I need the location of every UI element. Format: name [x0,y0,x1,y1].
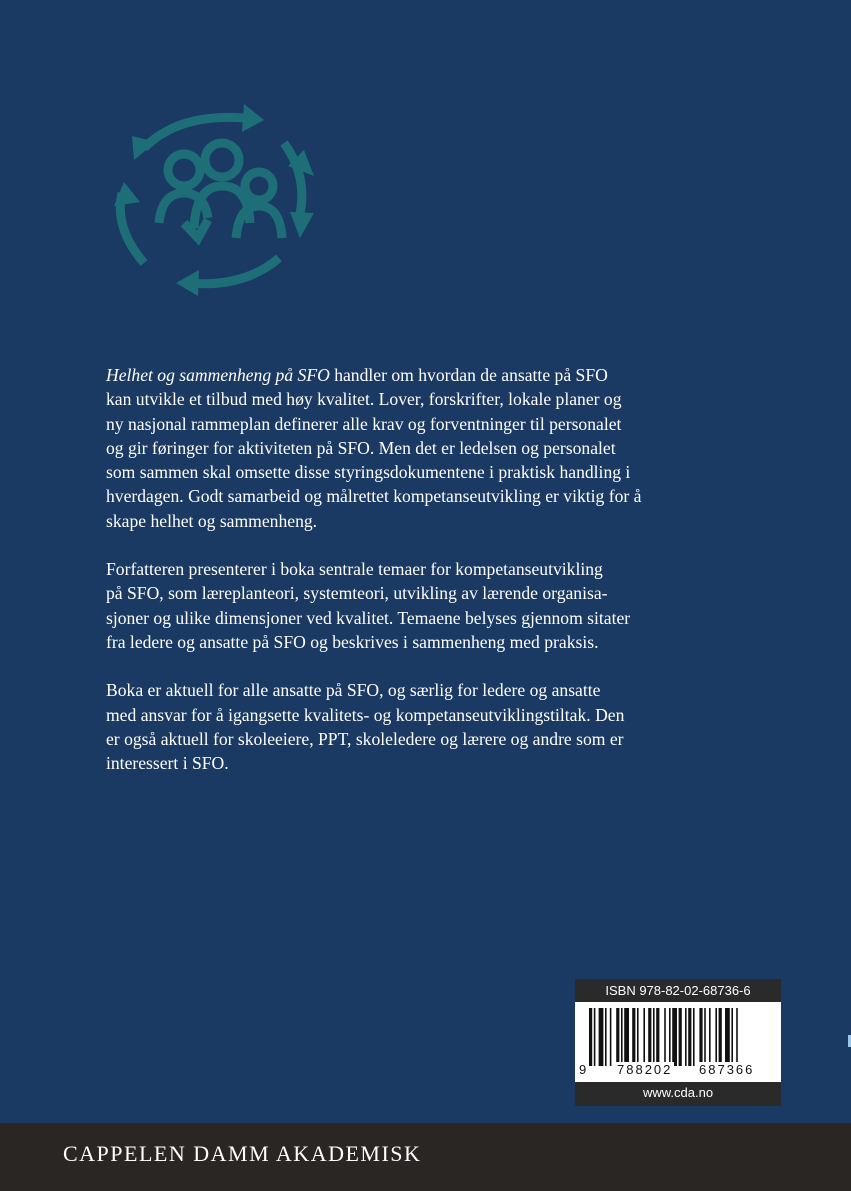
blurb-paragraph-2 [106,557,726,654]
book-title: Helhet og sammenheng på SFO [106,365,330,385]
blurb-line: og gir føringer for aktiviteten på SFO. Men det er ledelsen og personalet [106,437,616,458]
blurb-line: skape helhet og sammenheng. [106,510,318,531]
people-cycle-icon [104,98,324,298]
blurb-line: fra ledere og ansatte på SFO og beskrives i sammenheng med praksis. [106,631,599,652]
publisher-website: www.cda.no [575,1082,781,1106]
blurb-paragraph-1 [106,363,726,533]
blurb-line: interessert i SFO. [106,753,229,774]
isbn-digits-left: 788202 [617,1062,673,1077]
blurb-line: sjoner og ulike dimensjoner ved kvalitet. Temaene belyses gjennom sitater [106,607,631,628]
blurb-line: er også aktuell for skoleeiere, PPT, skoleledere og lærere og andre som er [106,728,624,749]
isbn-barcode-box [575,979,781,1106]
publisher-name: CAPPELEN DAMM AKADEMISK [63,1141,422,1166]
blurb-line: kan utvikle et tilbud med høy kvalitet. Lover, forskrifter, lokale planer og [106,389,622,410]
blurb-line: med ansvar for å igangsette kvalitets- og kompetanseutviklingstiltak. Den [106,704,625,725]
blurb-line: hverdagen. Godt samarbeid og målrettet kompetanseutvikling er viktig for å [106,486,642,507]
isbn-digits-right: 687366 [699,1062,755,1077]
isbn-digit-first: 9 [579,1062,587,1077]
blurb-line: Helhet og sammenheng på SFO handler om hvordan de ansatte på SFO [106,365,608,385]
isbn-label: ISBN 978-82-02-68736-6 [575,979,781,1002]
blurb-line: ny nasjonal rammeplan definerer alle krav og forventninger til personalet [106,413,622,434]
blurb-line: på SFO, som læreplanteori, systemteori, utvikling av lærende organisa- [106,583,608,604]
back-cover-blurb [106,363,726,799]
blurb-line: Boka er aktuell for alle ansatte på SFO, og særlig for ledere og ansatte [106,680,601,701]
barcode-icon [575,1002,781,1066]
blurb-paragraph-3 [106,678,726,775]
blurb-line: Forfatteren presenterer i boka sentrale temaer for kompetanseutvikling [106,559,603,580]
isbn-digits [575,1059,781,1081]
blurb-line: som sammen skal omsette disse styringsdokumentene i praktisk handling i [106,462,631,483]
